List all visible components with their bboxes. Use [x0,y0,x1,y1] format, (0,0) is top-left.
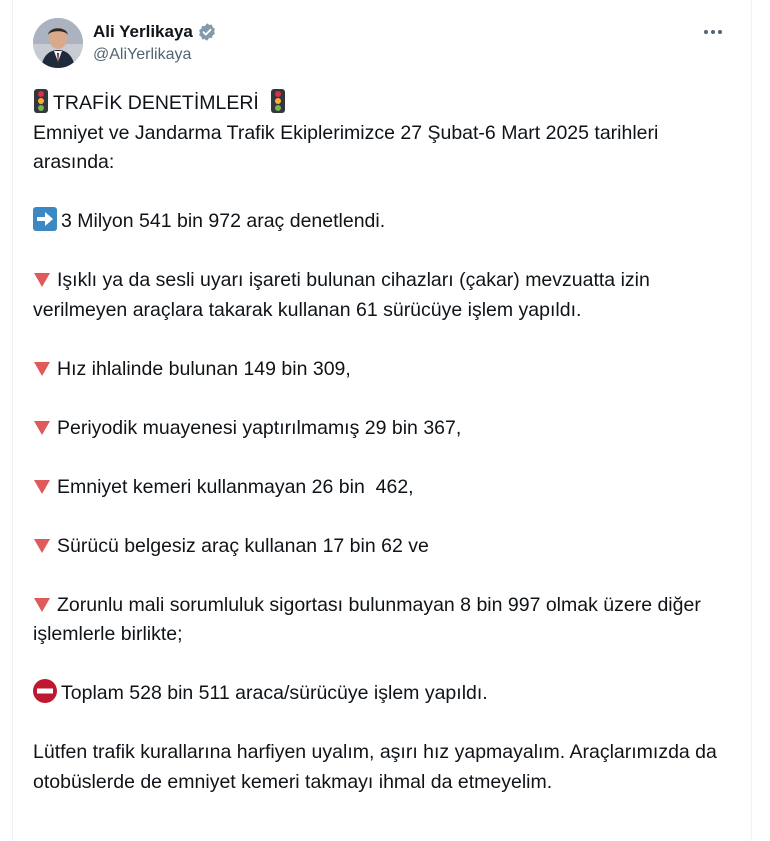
avatar-image [33,18,83,68]
right-arrow-icon [33,207,57,231]
red-triangle-down-icon [33,536,51,554]
item-line [33,414,733,444]
red-triangle-down-icon [33,595,51,613]
item-text: Hız ihlalinde bulunan 149 bin 309, [57,357,351,380]
total-text: Toplam 528 bin 511 araca/sürücüye işlem yapıldı. [61,682,488,704]
item-line [33,532,733,562]
more-dot-icon [711,30,715,34]
more-options-button[interactable] [699,22,727,42]
checked-line [33,207,733,237]
red-triangle-down-icon [33,359,51,377]
red-triangle-down-icon [33,477,51,495]
author-avatar[interactable] [33,18,83,68]
tweet-heading-line [33,89,733,119]
item-text: Zorunlu mali sorumluluk sigortası bulunmayan 8 bin 997 olmak üzere diğer işlemlerle birlikte; [33,593,701,645]
tweet-card [12,0,752,841]
no-entry-icon [33,679,57,703]
traffic-light-icon [270,89,286,113]
item-line [33,355,733,385]
tweet-header [33,18,731,70]
traffic-light-icon [33,89,49,113]
verified-badge-icon [197,22,217,42]
item-line [33,266,733,325]
red-triangle-down-icon [33,418,51,436]
tweet-text [33,89,733,797]
item-text: Sürücü belgesiz araç kullanan 17 bin 62 ve [57,534,429,557]
item-text: Işıklı ya da sesli uyarı işareti bulunan cihazları (çakar) mevzuatta izin verilmeyen araçlara takarak kullanan 61 sürücüye işlem yapıldı. [33,269,650,321]
item-line [33,591,733,650]
more-dot-icon [704,30,708,34]
author-handle[interactable]: @AliYerlikaya [93,46,192,63]
red-triangle-down-icon [33,270,51,288]
item-text: Emniyet kemeri kullanmayan 26 bin 462, [57,475,414,498]
item-line [33,473,733,503]
author-name[interactable]: Ali Yerlikaya [93,22,193,41]
more-dot-icon [718,30,722,34]
item-text: Periyodik muayenesi yaptırılmamış 29 bin 367, [57,416,462,439]
total-line [33,679,733,709]
checked-text: 3 Milyon 541 bin 972 araç denetlendi. [61,210,386,232]
tweet-intro: Emniyet ve Jandarma Trafik Ekiplerimizce 27 Şubat-6 Mart 2025 tarihleri arasında: [33,121,659,173]
tweet-heading: TRAFİK DENETİMLERİ [53,92,259,114]
closing-text: Lütfen trafik kurallarına harfiyen uyalım, aşırı hız yapmayalım. Araçlarımızda da otobüslerde de emniyet kemeri takmayı ihmal da etmeyelim. [33,741,717,793]
